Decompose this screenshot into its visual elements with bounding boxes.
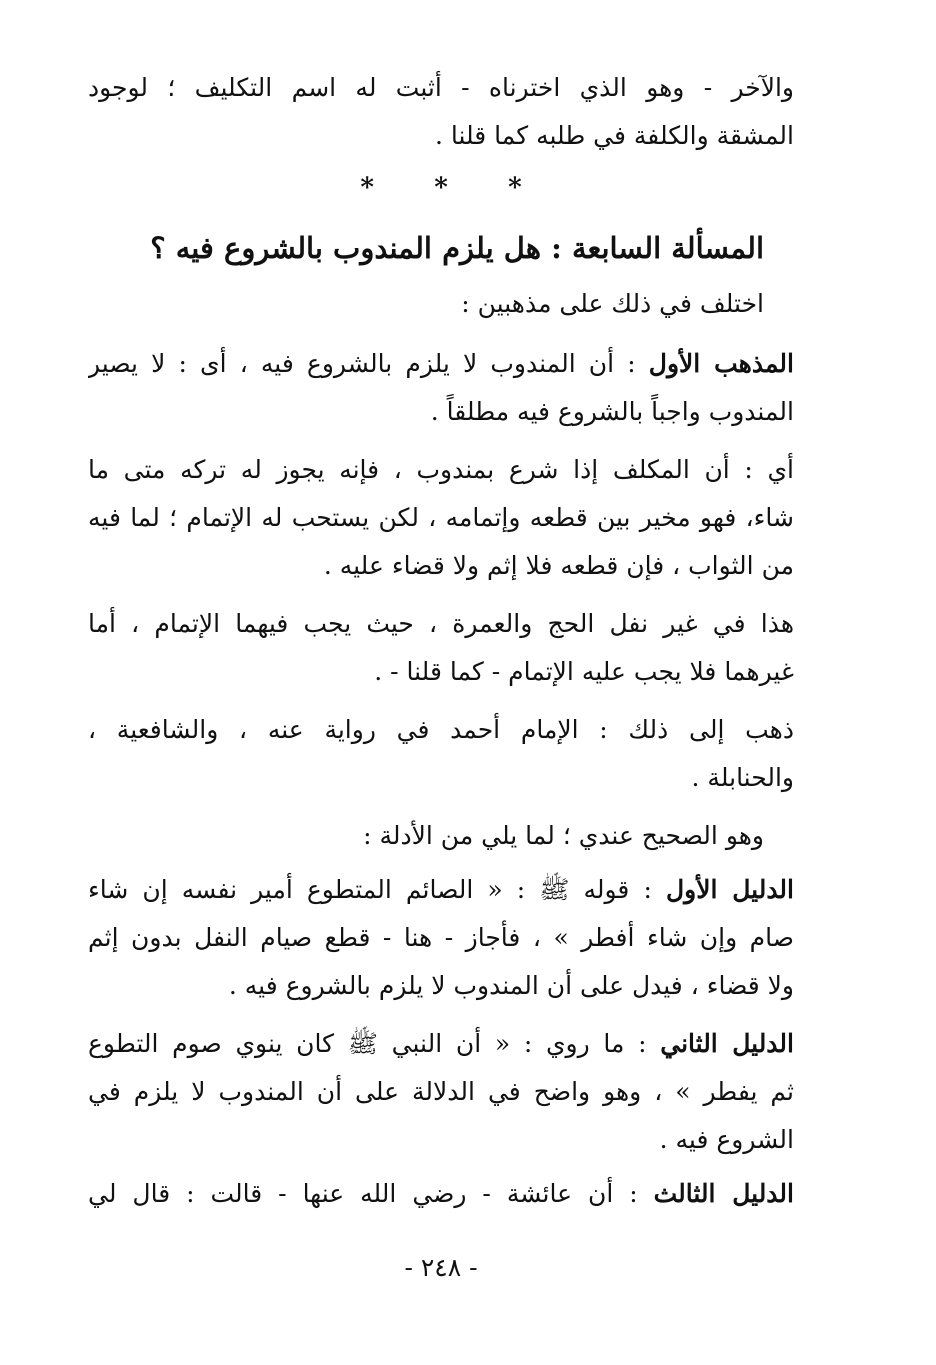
evidence2-line-3: الشروع فيه .: [659, 1125, 794, 1154]
exception-line-2: غيرهما فلا يجب عليه الإتمام - كما قلنا - .: [374, 657, 794, 686]
separator-star: *: [360, 173, 374, 203]
exception-line-1: هذا في غير نفل الحج والعمرة ، حيث يجب فيهما الإتمام ، أما: [88, 609, 794, 638]
evidence1-line-2: صام وإن شاء أفطر » ، فأجاز - هنا - قطع صيام النفل بدون إثم: [88, 923, 794, 952]
separator-star: *: [508, 173, 522, 203]
evidence1-label: الدليل الأول: [665, 875, 794, 904]
section-heading: المسألة السابعة : هل يلزم المندوب بالشروع فيه ؟: [150, 231, 764, 265]
evidence3-label: الدليل الثالث: [653, 1179, 794, 1208]
explanation-line-2: شاء، فهو مخير بين قطعه وإتمامه ، لكن يستحب له الإتمام ؛ لما فيه: [88, 503, 794, 532]
section-separator: [88, 168, 794, 208]
first-school-line-2: المندوب واجباً بالشروع فيه مطلقاً .: [430, 397, 794, 426]
lead-sentence: اختلف في ذلك على مذهبين :: [461, 289, 764, 318]
evidence1-line-3: ولا قضاء ، فيدل على أن المندوب لا يلزم بالشروع فيه .: [228, 971, 794, 1000]
evidence1-line-1: [88, 866, 794, 914]
evidence2-line-1: [88, 1020, 794, 1068]
evidence2-line-2: ثم يفطر » ، وهو واضح في الدلالة على أن المندوب لا يلزم في: [88, 1077, 794, 1106]
separator-star: *: [434, 173, 448, 203]
evidence2-label: الدليل الثاني: [660, 1029, 794, 1058]
evidence2-text: : ما روي : « أن النبي ﷺ كان ينوي صوم التطوع: [88, 1029, 661, 1058]
first-school-label: المذهب الأول: [648, 349, 794, 378]
first-school-line-1: [88, 340, 794, 388]
evidence3-text: : أن عائشة - رضي الله عنها - قالت : قال لي: [88, 1179, 654, 1208]
intro-line-2: المشقة والكلفة في طلبه كما قلنا .: [434, 121, 794, 150]
book-page: [88, 0, 794, 1365]
explanation-line-3: من الثواب ، فإن قطعه فلا إثم ولا قضاء عليه .: [323, 551, 794, 580]
preferred-opinion: وهو الصحيح عندي ؛ لما يلي من الأدلة :: [363, 821, 764, 850]
first-school-text: : أن المندوب لا يلزم بالشروع فيه ، أى : لا يصير: [88, 349, 649, 378]
adherents-line-2: والحنابلة .: [691, 763, 794, 792]
explanation-line-1: أي : أن المكلف إذا شرع بمندوب ، فإنه يجوز له تركه متى ما: [88, 455, 794, 484]
page-number: - ٢٤٨ -: [404, 1253, 478, 1282]
adherents-line-1: ذهب إلى ذلك : الإمام أحمد في رواية عنه ، والشافعية ،: [88, 715, 794, 744]
evidence3-line-1: [88, 1170, 794, 1218]
evidence1-text: : قوله ﷺ : « الصائم المتطوع أمير نفسه إن شاء: [88, 875, 666, 904]
intro-line-1: والآخر - وهو الذي اخترناه - أثبت له اسم التكليف ؛ لوجود: [88, 73, 794, 102]
